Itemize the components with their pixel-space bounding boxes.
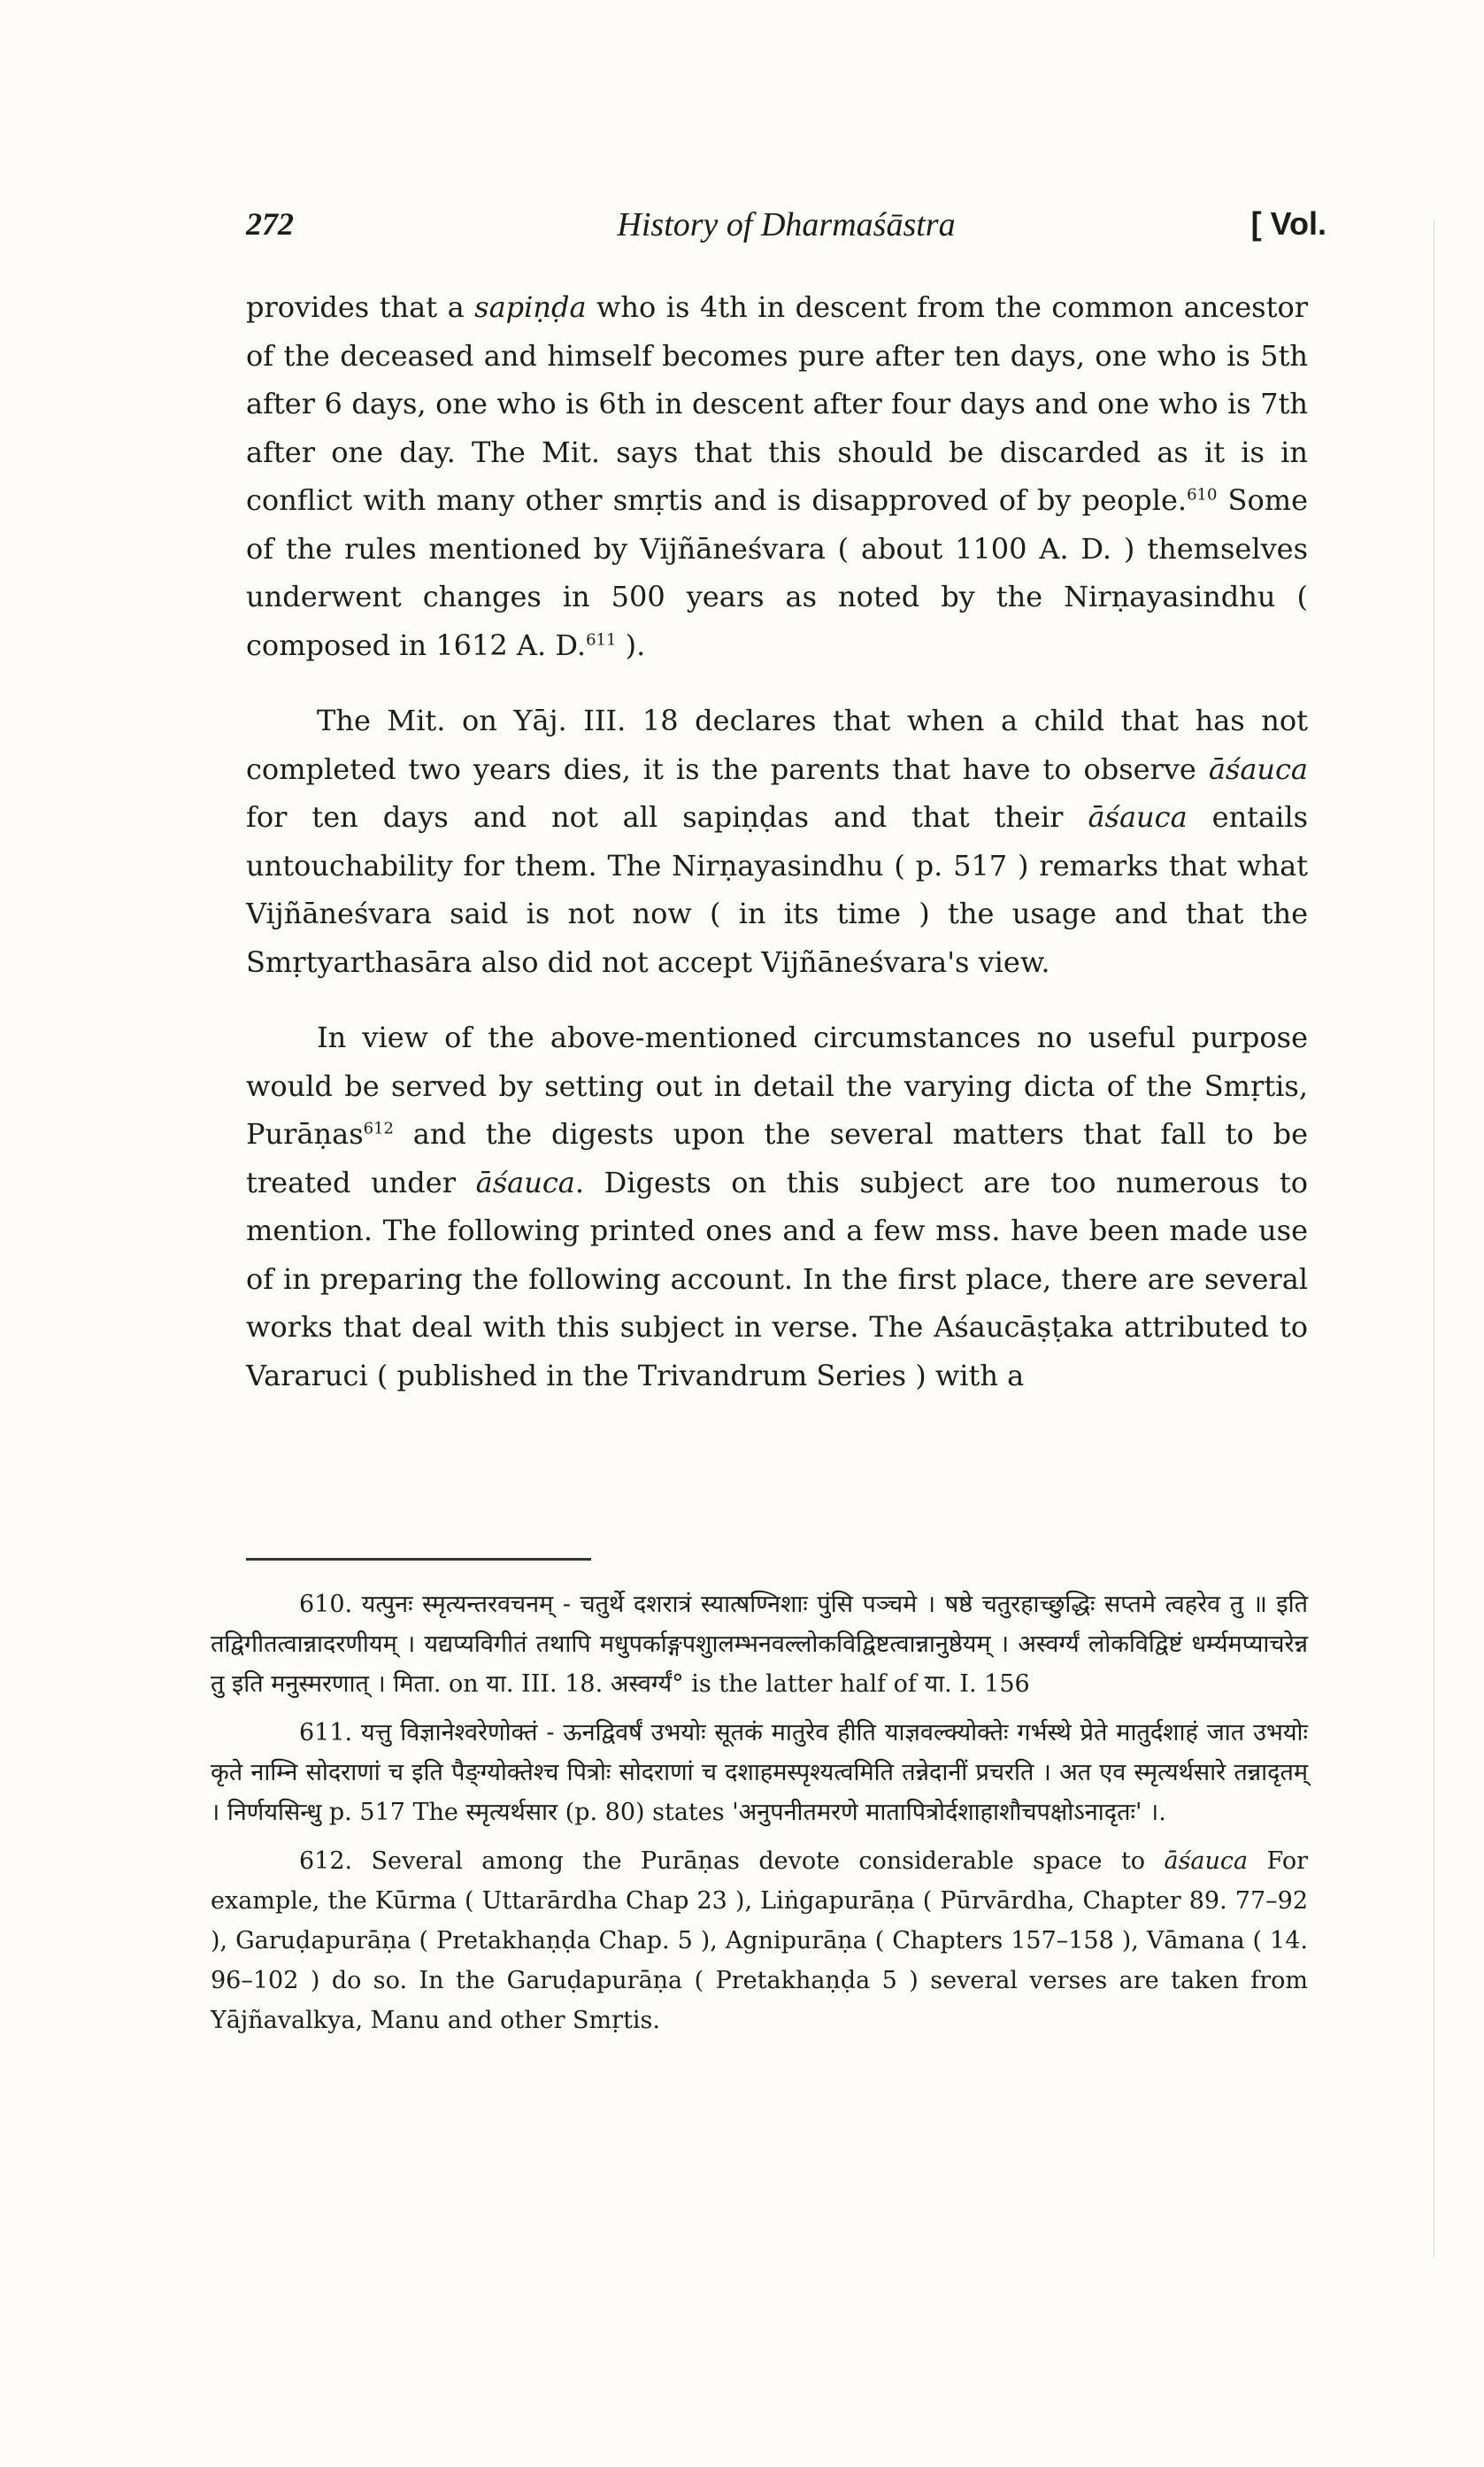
volume-label: [ Vol. (1250, 205, 1326, 242)
running-header (246, 205, 1326, 258)
paragraph-2: The Mit. on Yāj. III. 18 declares that when a child that has not completed two years dies, it is the parents that have to observe āśauca for ten days and not all sapiṇḍas and that their āśauca entails untouchability for them. The Nirṇayasindhu ( p. 517 ) remarks that what Vijñāneśvara said is not now ( in its time ) the usage and that the Smṛtyarthasāra also did not accept Vijñāneśvara's view. (246, 704, 1309, 979)
footnote-separator (246, 1558, 591, 1561)
page-number: 272 (246, 206, 294, 242)
footnotes (211, 1584, 1308, 2040)
term-asauca: āśauca (1208, 752, 1308, 786)
main-text (246, 283, 1308, 1399)
footnote-612: 612. Several among the Purāṇas devote considerable space to āśauca For example, the Kūrma ( Uttarārdha Chap 23 ), Liṅgapurāṇa ( Pūrvārdha, Chapter 89. 77–92 ), Garuḍapurāṇa ( Pretakhaṇḍa Chap. 5 ), Agnipurāṇa ( Chapters 157–158 ), Vāmana ( 14. 96–102 ) do so. In the Garuḍapurāṇa ( Pretakhaṇḍa 5 ) several verses are taken from Yājñavalkya, Manu and other Smṛtis. (211, 1847, 1308, 2034)
footnote-ref-611: 611 (586, 629, 617, 649)
term-asauca: āśauca (1088, 800, 1188, 834)
footnote-611: 611. यत्तु विज्ञानेश्वरेणोक्तं - ऊनद्विवर्षं उभयोः सूतकं मातुरेव हीति याज्ञवल्क्योक्तेः गर्भस्थे प्रेते मातुर्दशाहं जात उभयोः कृते नाम्नि सोदराणां च इति पैङ्ग्योक्तेश्च पित्रोः सोदराणां च दशाहमस्पृश्यत्वमिति तन्नेदानीं प्रचरति । अत एव स्मृत्यर्थसारे तन्नादृतम् । निर्णयसिन्धु p. 517 The स्मृत्यर्थसार (p. 80) states 'अनुपनीतमरणे मातापित्रोर्दशाहाशौचपक्षोऽनादृतः' ।. (211, 1719, 1308, 1826)
footnote-610: 610. यत्पुनः स्मृत्यन्तरवचनम् - चतुर्थे दशरात्रं स्यात्षण्निशाः पुंसि पञ्चमे । षष्ठे चतुरहाच्छुद्धिः सप्तमे त्वहरेव तु ॥ इति तद्विगीतत्वान्नादरणीयम् । यद्यप्यविगीतं तथापि मधुपर्काङ्गपशुालम्भनवल्लोकविद्विष्टत्वान्नानुष्ठेयम् । अस्वर्ग्यं लोकविद्विष्टं धर्म्यमप्याचरेन्न तु इति मनुस्मरणात् । मिता. on या. III. 18. अस्वर्ग्यं° is the latter half of या. I. 156 (211, 1591, 1308, 1698)
paragraph-1: provides that a sapiṇḍa who is 4th in descent from the common ancestor of the deceased and himself becomes pure after ten days, one who is 5th after 6 days, one who is 6th in descent after four days and one who is 7th after one day. The Mit. says that this should be discarded as it is in conflict with many other smṛtis and is disapproved of by people.$^{610}$ Some of the rules mentioned by Vijñāneśvara ( about 1100 A. D. ) themselves underwent changes in 500 years as noted by the Nirṇayasindhu ( composed in 1612 A. D.$^{611}$ ). (246, 290, 1309, 662)
term-asauca: āśauca (475, 1165, 575, 1199)
term-asauca: āśauca (1164, 1847, 1249, 1875)
running-title: History of Dharmaśāstra (617, 206, 956, 243)
footnote-ref-610: 610 (1187, 485, 1218, 505)
term-sapinda: sapiṇḍa (474, 290, 587, 324)
footnote-ref-612: 612 (363, 1119, 394, 1138)
paragraph-3: In view of the above-mentioned circumstances no useful purpose would be served by setting out in detail the varying dicta of the Smṛtis, Purāṇas$^{612}$ and the digests upon the several matters that fall to be treated under āśauca. Digests on this subject are too numerous to mention. The following printed ones and a few mss. have been made use of in preparing the following account. In the first place, there are several works that deal with this subject in verse. The Aśaucāṣṭaka attributed to Vararuci ( published in the Trivandrum Series ) with a (246, 1021, 1309, 1392)
